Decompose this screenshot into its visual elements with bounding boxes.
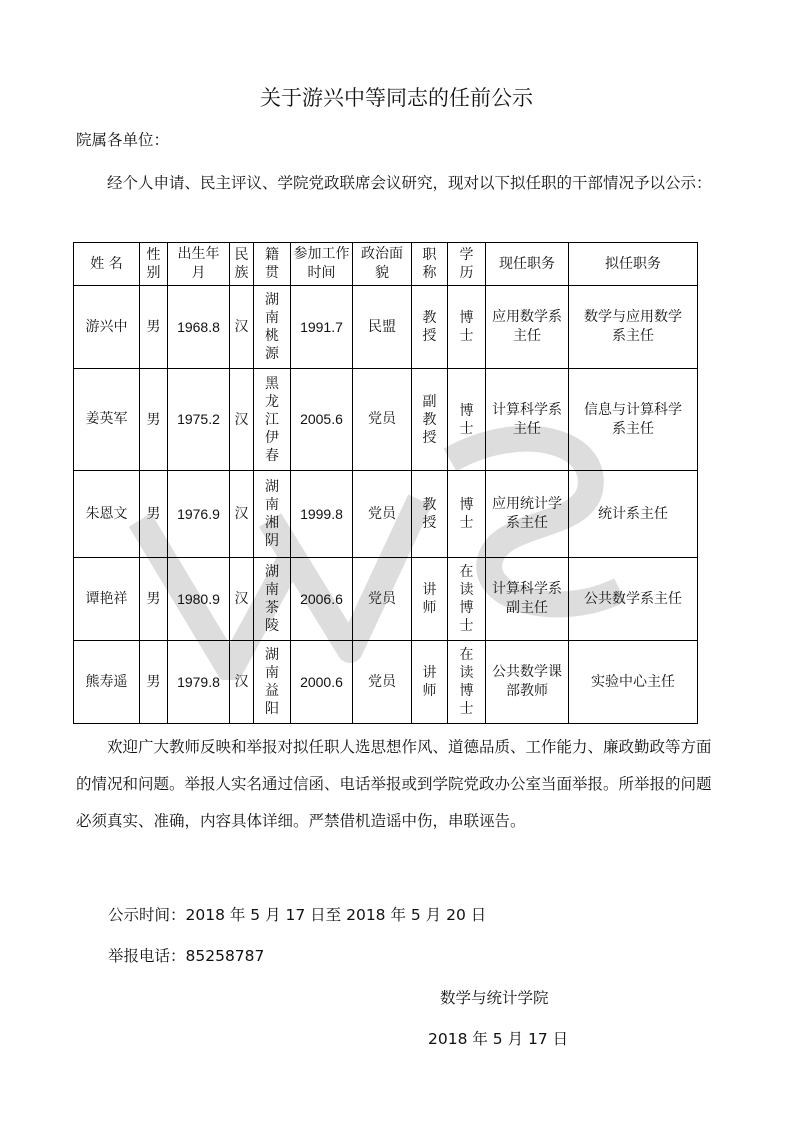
cell-work-start: 2005.6 — [300, 411, 343, 427]
cell-proposed-post: 实验中心主任 — [590, 673, 675, 690]
header-gender: 性别 — [146, 247, 161, 281]
cell-education: 博士 — [459, 497, 474, 531]
table-row — [74, 471, 698, 558]
page-title: 关于游兴中等同志的任前公示 — [260, 86, 533, 110]
signature-date: 2018 年 5 月 17 日 — [428, 1030, 569, 1048]
cell-political: 党员 — [368, 505, 396, 522]
cell-title: 教授 — [422, 310, 437, 344]
cell-gender: 男 — [146, 506, 161, 522]
cell-birth: 1980.9 — [177, 590, 220, 607]
publicity-period: 公示时间：2018 年 5 月 17 日至 2018 年 5 月 20 日 — [108, 906, 487, 924]
cell-ethnicity: 汉 — [234, 506, 249, 522]
cell-origin: 湖南益阳 — [265, 647, 279, 717]
cell-ethnicity: 汉 — [234, 591, 249, 607]
cell-gender: 男 — [146, 591, 161, 607]
table-row — [74, 558, 698, 641]
cell-current-post: 计算科学系主任 — [492, 401, 562, 437]
header-origin: 籍贯 — [265, 247, 279, 281]
cell-political: 党员 — [368, 590, 396, 607]
body-paragraph: 欢迎广大教师反映和举报对拟任职人选思想作风、道德品质、工作能力、廉政勤政等方面的情况和问题。举报人实名通过信函、电话举报或到学院党政办公室当面举报。所举报的问题必须真实、准确，内容具体详细。严禁借机造谣中伤，串联诬告。 — [76, 738, 712, 830]
header-education: 学历 — [459, 247, 474, 281]
header-work-start: 参加工作时间 — [293, 246, 350, 281]
cell-ethnicity: 汉 — [234, 319, 249, 335]
cell-current-post: 公共数学课部教师 — [492, 664, 562, 699]
cell-origin: 湖南湘阴 — [265, 479, 279, 549]
cell-proposed-post: 公共数学系主任 — [583, 590, 682, 607]
cell-current-post: 应用数学系主任 — [492, 309, 562, 344]
cell-education: 博士 — [459, 310, 474, 344]
cell-education: 在读博士 — [459, 647, 474, 717]
cell-name: 游兴中 — [85, 318, 128, 335]
table-row — [74, 641, 698, 724]
cell-birth: 1979.8 — [177, 673, 220, 690]
cell-origin: 湖南桃源 — [265, 292, 279, 362]
cell-origin: 黑龙江伊春 — [265, 375, 279, 464]
cell-name: 谭艳祥 — [85, 590, 128, 607]
cell-current-post: 计算科学系副主任 — [492, 581, 562, 616]
cell-origin: 湖南茶陵 — [265, 564, 279, 634]
cell-title: 副教授 — [422, 393, 437, 446]
header-name: 姓 名 — [74, 243, 140, 286]
signature: 数学与统计学院 — [440, 989, 549, 1007]
cell-title: 教授 — [422, 497, 437, 531]
cell-name: 朱恩文 — [85, 505, 128, 522]
header-current-post: 现任职务 — [486, 243, 569, 286]
cell-proposed-post: 信息与计算科学系主任 — [583, 401, 682, 437]
cell-birth: 1968.8 — [177, 318, 220, 335]
table-header-row — [74, 243, 698, 286]
header-proposed-post: 拟任职务 — [569, 243, 698, 286]
cell-ethnicity: 汉 — [234, 411, 249, 428]
cell-birth: 1975.2 — [177, 411, 220, 427]
cell-work-start: 1999.8 — [300, 505, 343, 522]
cell-title: 讲师 — [422, 665, 437, 699]
cell-gender: 男 — [146, 674, 161, 690]
cell-name: 熊寿遥 — [85, 673, 128, 690]
cell-birth: 1976.9 — [177, 505, 220, 522]
header-ethnicity: 民族 — [234, 247, 249, 281]
intro-paragraph: 经个人申请、民主评议、学院党政联席会议研究，现对以下拟任职的干部情况予以公示： — [107, 174, 712, 192]
cell-education: 在读博士 — [459, 564, 474, 634]
cell-political: 党员 — [368, 673, 396, 690]
cell-proposed-post: 数学与应用数学系主任 — [583, 309, 682, 344]
cell-political: 民盟 — [368, 318, 396, 335]
table-row — [74, 369, 698, 471]
report-phone: 举报电话：85258787 — [108, 947, 265, 965]
cell-ethnicity: 汉 — [234, 674, 249, 690]
cell-gender: 男 — [146, 411, 161, 428]
cell-title: 讲师 — [422, 582, 437, 616]
header-political: 政治面 貌 — [361, 246, 403, 281]
cell-work-start: 2006.6 — [300, 590, 343, 607]
header-birth: 出生年 月 — [177, 246, 220, 281]
cell-education: 博士 — [459, 402, 474, 437]
table-row — [74, 286, 698, 369]
cell-work-start: 2000.6 — [300, 673, 343, 690]
cell-political: 党员 — [368, 411, 396, 427]
appointee-table — [73, 242, 698, 724]
cell-name: 姜英军 — [85, 411, 128, 427]
cell-proposed-post: 统计系主任 — [597, 505, 668, 522]
cell-work-start: 1991.7 — [300, 318, 343, 335]
cell-gender: 男 — [146, 319, 161, 335]
cell-current-post: 应用统计学系主任 — [492, 496, 562, 531]
salutation: 院属各单位： — [76, 131, 170, 149]
header-title: 职称 — [422, 247, 437, 281]
